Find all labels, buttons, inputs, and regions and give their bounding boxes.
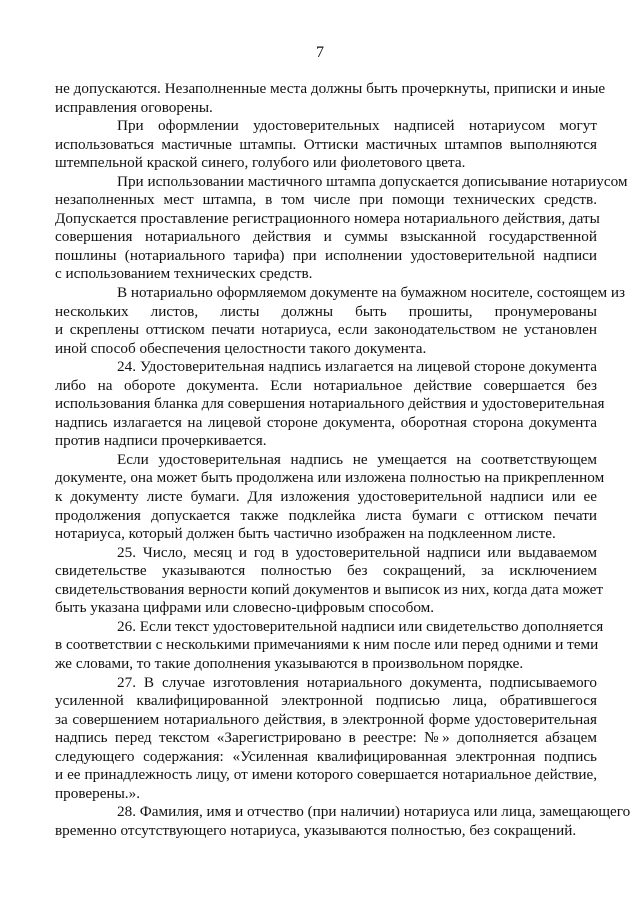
text-line: документе, она может быть продолжена или изложена полностью на прикрепленном	[55, 469, 605, 487]
text-line: надпись перед текстом «Зарегистрировано в реестре: №» дополняется абзацем	[55, 729, 597, 747]
text-line: следующего содержания: «Усиленная квалифицированная электронная подпись	[55, 747, 597, 765]
text-line: свидетельствования верности копий документов и выписок из них, когда дата может	[55, 580, 604, 598]
text-line: иной способ обеспечения целостности такого документа.	[55, 339, 427, 357]
text-line: 26. Если текст удостоверительной надписи или свидетельство дополняется	[117, 617, 604, 635]
text-line: исправления оговорены.	[55, 98, 213, 116]
text-line: либо на обороте документа. Если нотариальное действие совершается без	[55, 376, 597, 394]
text-line: использоваться мастичные штампы. Оттиски мастичных штампов выполняются	[55, 135, 597, 153]
text-line: Допускается проставление регистрационного номера нотариального действия, даты	[55, 209, 600, 227]
page-number: 7	[316, 44, 324, 61]
text-line: временно отсутствующего нотариуса, указываются полностью, без сокращений.	[55, 821, 577, 839]
paragraph	[55, 674, 597, 804]
text-line: с использованием технических средств.	[55, 265, 313, 283]
text-line: 24. Удостоверительная надпись излагается на лицевой стороне документа	[117, 358, 597, 376]
text-line: 25. Число, месяц и год в удостоверительной надписи или выдаваемом	[117, 543, 597, 561]
text-line: использования бланка для совершения нотариального действия и удостоверительная	[55, 395, 605, 413]
text-line: и ее принадлежность лицу, от имени которого совершается нотариальное действие,	[55, 766, 597, 784]
paragraph	[55, 172, 628, 284]
text-line: При использовании мастичного штампа допускается дописывание нотариусом	[117, 172, 628, 190]
paragraph	[55, 358, 605, 451]
text-line: 28. Фамилия, имя и отчество (при наличии) нотариуса или лица, замещающего	[117, 803, 631, 821]
text-line: свидетельстве указываются полностью без сокращений, за исключением	[55, 562, 597, 580]
text-line: не допускаются. Незаполненные места должны быть прочеркнуты, приписки и иные	[55, 80, 606, 97]
paragraph	[55, 284, 625, 358]
text-line: проверены.».	[55, 784, 140, 802]
text-line: продолжения допускается также подклейка листа бумаги с оттиском печати	[55, 506, 597, 524]
text-line: незаполненных мест штампа, в том числе при помощи технических средств.	[55, 191, 597, 209]
text-line: против надписи прочеркивается.	[55, 432, 267, 450]
text-line: за совершением нотариального действия, в электронной форме удостоверительная	[55, 710, 597, 728]
text-line: 27. В случае изготовления нотариального документа, подписываемого	[117, 673, 597, 691]
text-line: к документу листе бумаги. Для изложения удостоверительной надписи или ее	[55, 488, 597, 506]
text-line: же словами, то такие дополнения указываются в произвольном порядке.	[55, 654, 524, 672]
paragraph	[55, 117, 597, 173]
text-line: нотариуса, который должен быть частично изображен на подклеенном листе.	[55, 525, 556, 543]
text-line: В нотариально оформляемом документе на бумажном носителе, состоящем из	[117, 284, 625, 302]
text-line: усиленной квалифицированной электронной подписью лица, обратившегося	[55, 692, 597, 710]
paragraph	[55, 617, 604, 674]
text-line: совершения нотариального действия и суммы взысканной государственной	[55, 228, 597, 246]
text-line: При оформлении удостоверительных надписей нотариусом могут	[117, 117, 597, 135]
text-line: пошлины (нотариального тарифа) при исполнении удостоверительной надписи	[55, 246, 597, 264]
document-body	[55, 80, 631, 840]
text-line: нескольких листов, листы должны быть прошиты, пронумерованы	[55, 302, 597, 320]
text-line: штемпельной краской синего, голубого или фиолетового цвета.	[55, 154, 466, 172]
paragraph	[55, 803, 631, 840]
text-line: Если удостоверительная надпись не умещается на соответствующем	[117, 450, 597, 468]
text-line: в соответствии с несколькими примечаниями к ним после или перед одними и теми	[55, 636, 599, 654]
paragraph	[55, 450, 605, 544]
paragraph	[55, 543, 604, 618]
paragraph	[55, 80, 606, 117]
text-line: надпись излагается на лицевой стороне документа, оборотная сторона документа	[55, 413, 597, 431]
text-line: быть указана цифрами или словесно-цифровым способом.	[55, 599, 435, 617]
text-line: и скреплены оттиском печати нотариуса, если законодательством не установлен	[55, 321, 597, 339]
